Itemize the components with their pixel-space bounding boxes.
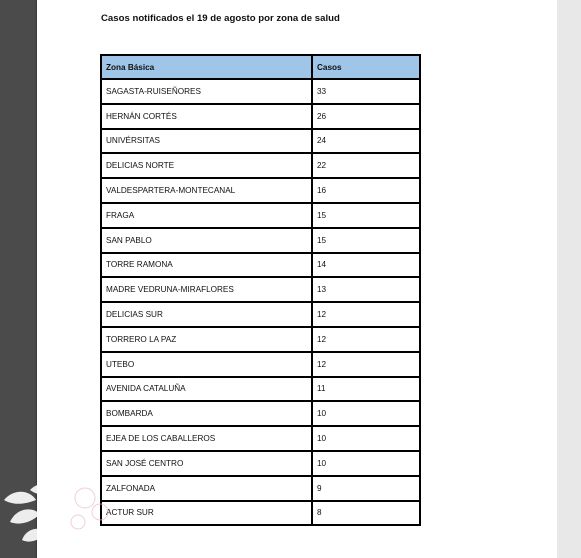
zona-cell: TORRE RAMONA (101, 253, 312, 278)
casos-cell: 24 (312, 129, 420, 154)
viewer-scroll-strip (557, 0, 581, 558)
zona-cell: UTEBO (101, 352, 312, 377)
zona-cell: AVENIDA CATALUÑA (101, 377, 312, 402)
table-row (101, 476, 420, 501)
table-row (101, 203, 420, 228)
zona-cell: BOMBARDA (101, 401, 312, 426)
table-row (101, 153, 420, 178)
zona-cell: SAGASTA-RUISEÑORES (101, 79, 312, 104)
casos-cell: 11 (312, 377, 420, 402)
casos-cell: 8 (312, 501, 420, 526)
table-row (101, 501, 420, 526)
document-title: Casos notificados el 19 de agosto por zona de salud (101, 13, 340, 24)
table-row (101, 401, 420, 426)
casos-cell: 12 (312, 327, 420, 352)
casos-cell: 13 (312, 277, 420, 302)
zona-cell: SAN JOSÉ CENTRO (101, 451, 312, 476)
table-row (101, 253, 420, 278)
casos-cell: 16 (312, 178, 420, 203)
table-row (101, 451, 420, 476)
table-row (101, 129, 420, 154)
table-row (101, 79, 420, 104)
zona-cell: HERNÁN CORTÉS (101, 104, 312, 129)
zona-cell: DELICIAS NORTE (101, 153, 312, 178)
table-row (101, 104, 420, 129)
document-page (37, 0, 557, 558)
casos-cell: 15 (312, 203, 420, 228)
casos-cell: 10 (312, 426, 420, 451)
table-row (101, 277, 420, 302)
table-row (101, 426, 420, 451)
casos-cell: 33 (312, 79, 420, 104)
casos-cell: 10 (312, 451, 420, 476)
casos-cell: 12 (312, 352, 420, 377)
table-row (101, 228, 420, 253)
casos-cell: 14 (312, 253, 420, 278)
header-zona-basica: Zona Básica (101, 55, 312, 79)
table-row (101, 302, 420, 327)
casos-cell: 22 (312, 153, 420, 178)
zona-cell: SAN PABLO (101, 228, 312, 253)
table-body (101, 79, 420, 525)
zona-cell: ZALFONADA (101, 476, 312, 501)
table-row (101, 377, 420, 402)
zona-cell: MADRE VEDRUNA-MIRAFLORES (101, 277, 312, 302)
zona-cell: VALDESPARTERA-MONTECANAL (101, 178, 312, 203)
casos-cell: 12 (312, 302, 420, 327)
table-row (101, 352, 420, 377)
table-row (101, 178, 420, 203)
zona-cell: ACTUR SUR (101, 501, 312, 526)
table-row (101, 327, 420, 352)
table-header-row (101, 55, 420, 79)
zona-cell: UNIVÉRSITAS (101, 129, 312, 154)
zona-cell: EJEA DE LOS CABALLEROS (101, 426, 312, 451)
casos-cell: 15 (312, 228, 420, 253)
zona-cell: FRAGA (101, 203, 312, 228)
zona-cell: TORRERO LA PAZ (101, 327, 312, 352)
casos-cell: 26 (312, 104, 420, 129)
cases-table (100, 54, 421, 526)
zona-cell: DELICIAS SUR (101, 302, 312, 327)
casos-cell: 10 (312, 401, 420, 426)
header-casos: Casos (312, 55, 420, 79)
casos-cell: 9 (312, 476, 420, 501)
